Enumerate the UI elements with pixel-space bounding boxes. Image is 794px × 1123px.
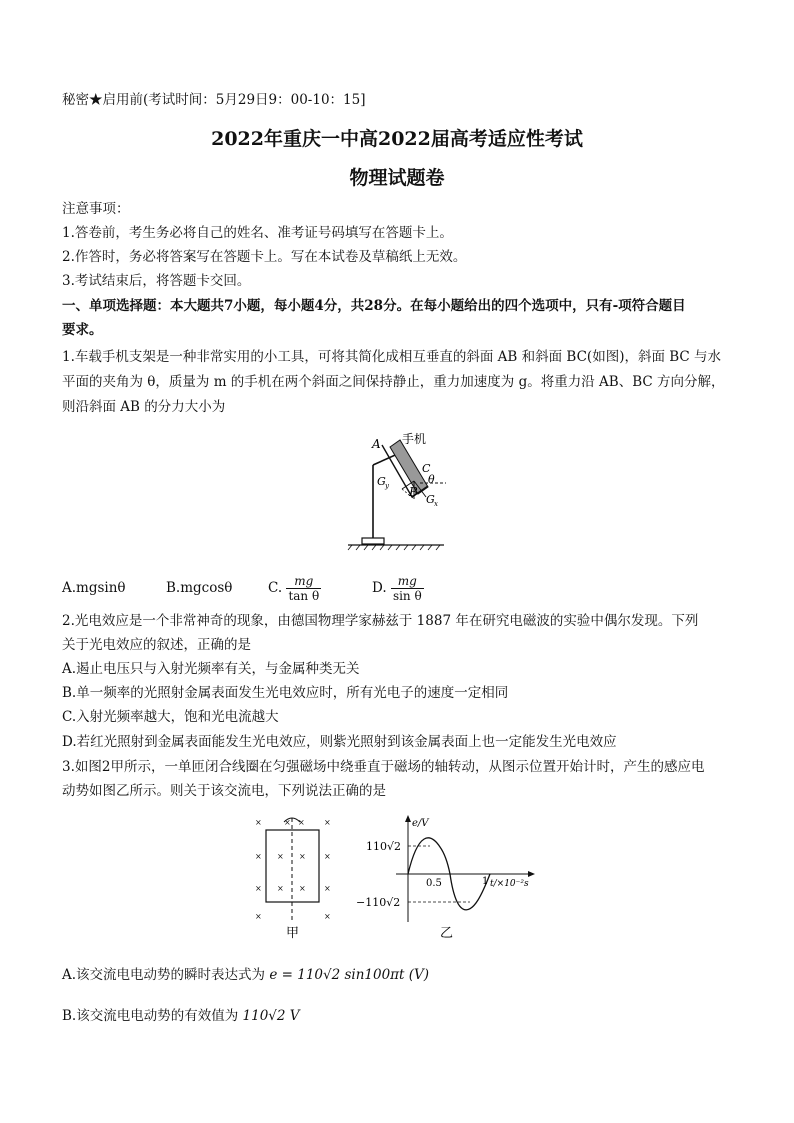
q1-option-c: [268, 568, 321, 608]
svg-text:×: ×: [324, 852, 331, 861]
tick-half: 0.5: [426, 878, 442, 889]
q1-option-c-num: mg: [286, 574, 321, 589]
q3-option-b-formula: 110√2 V: [242, 1008, 300, 1024]
exam-title: 2022年重庆一中高2022届高考适应性考试: [211, 128, 583, 150]
label-yi: 乙: [440, 926, 454, 941]
q1-option-c-den: tan θ: [288, 589, 320, 603]
label-gx-sub: x: [434, 500, 438, 508]
svg-text:×: ×: [324, 818, 331, 827]
q1-option-a: A.mgsinθ: [62, 580, 126, 596]
svg-text:×: ×: [277, 852, 284, 861]
q1-option-d-num: mg: [391, 574, 424, 589]
svg-text:×: ×: [298, 818, 305, 827]
note-item-2: 2.作答时，务必将答案写在答题卡上。写在本试卷及草稿纸上无效。: [62, 249, 467, 265]
note-item-3: 3.考试结束后，将答题卡交回。: [62, 273, 251, 289]
svg-text:×: ×: [299, 884, 306, 893]
x-axis-label: t/×10⁻²s: [490, 879, 529, 889]
label-c: C: [422, 462, 431, 475]
q1-line-1: 1.车载手机支架是一种非常实用的小工具，可将其简化成相互垂直的斜面 AB 和斜面 BC(如图)，斜面 BC 与水: [62, 349, 722, 365]
q3-option-a-formula: e = 110√2 sin100πt (V): [269, 967, 430, 983]
label-b: B: [409, 485, 418, 499]
label-jia: 甲: [286, 926, 300, 941]
y-min-label: −110√2: [356, 896, 401, 909]
q3-figure-yi: [352, 812, 542, 942]
svg-text:×: ×: [324, 884, 331, 893]
q2-line-1: 2.光电效应是一个非常神奇的现象，由德国物理学家赫兹于 1887 年在研究电磁波的实验中偶尔发现。下列: [62, 613, 699, 629]
q2-option-a: A.遏止电压只与入射光频率有关，与金属种类无关: [62, 661, 360, 677]
q3-figure-jia: [248, 812, 338, 942]
label-gy-sub: y: [385, 482, 389, 490]
q1-option-c-prefix: C.: [268, 580, 283, 596]
label-gx: G: [426, 493, 435, 506]
tick-one: 1: [482, 876, 489, 887]
secret-note: 秘密★启用前(考试时间：5月29日9：00-10：15]: [62, 92, 366, 108]
q3-option-a: [62, 966, 429, 984]
svg-text:×: ×: [255, 912, 262, 921]
q3-option-a-text: A.该交流电电动势的瞬时表达式为: [62, 967, 266, 983]
svg-text:×: ×: [277, 884, 284, 893]
q1-option-d-fraction: [391, 574, 424, 603]
section-heading-cont: 要求。: [62, 322, 103, 338]
note-item-1: 1.答卷前，考生务必将自己的姓名、准考证号码填写在答题卡上。: [62, 225, 453, 241]
svg-text:×: ×: [299, 852, 306, 861]
q1-line-3: 则沿斜面 AB 的分力大小为: [62, 399, 226, 415]
q2-line-2: 关于光电效应的叙述，正确的是: [62, 637, 251, 653]
svg-text:×: ×: [255, 884, 262, 893]
label-theta: θ: [428, 473, 435, 486]
stand-base: [362, 538, 384, 544]
q1-option-c-fraction: [286, 574, 321, 603]
q3-option-b: [62, 1007, 300, 1025]
q2-option-b: B.单一频率的光照射金属表面发生光电效应时，所有光电子的速度一定相同: [62, 685, 509, 701]
q1-option-d-prefix: D.: [372, 580, 387, 596]
notes-heading: 注意事项：: [62, 201, 130, 217]
q1-option-b: B.mgcosθ: [166, 580, 233, 596]
q3-option-b-text: B.该交流电电动势的有效值为: [62, 1008, 239, 1024]
q2-option-c: C.入射光频率越大，饱和光电流越大: [62, 709, 279, 725]
y-max-label: 110√2: [366, 840, 402, 853]
q1-phone-holder-figure: [340, 425, 460, 555]
svg-text:×: ×: [255, 852, 262, 861]
q1-option-d: [372, 568, 424, 608]
label-phone: 手机: [402, 432, 427, 446]
svg-text:×: ×: [324, 912, 331, 921]
svg-text:×: ×: [255, 818, 262, 827]
q1-line-2: 平面的夹角为 θ，质量为 m 的手机在两个斜面之间保持静止，重力加速度为 g。将重力沿 AB、BC 方向分解，: [62, 374, 725, 390]
q1-option-d-den: sin θ: [392, 589, 422, 603]
label-a: A: [372, 437, 381, 451]
label-gy: G: [377, 475, 386, 488]
svg-text:×: ×: [284, 818, 291, 827]
q3-line-1: 3.如图2甲所示，一单匝闭合线圈在匀强磁场中绕垂直于磁场的轴转动，从图示位置开始计时，产生的感应电: [62, 759, 705, 775]
y-axis-label: e/V: [412, 818, 429, 829]
exam-subtitle: 物理试题卷: [349, 167, 445, 189]
section-heading: 一、单项选择题：本大题共7小题，每小题4分，共28分。在每小题给出的四个选项中，只有-项符合题目: [62, 298, 686, 314]
q3-line-2: 动势如图乙所示。则关于该交流电，下列说法正确的是: [62, 783, 386, 799]
q2-option-d: D.若红光照射到金属表面能发生光电效应，则紫光照射到该金属表面上也一定能发生光电效应: [62, 734, 617, 750]
